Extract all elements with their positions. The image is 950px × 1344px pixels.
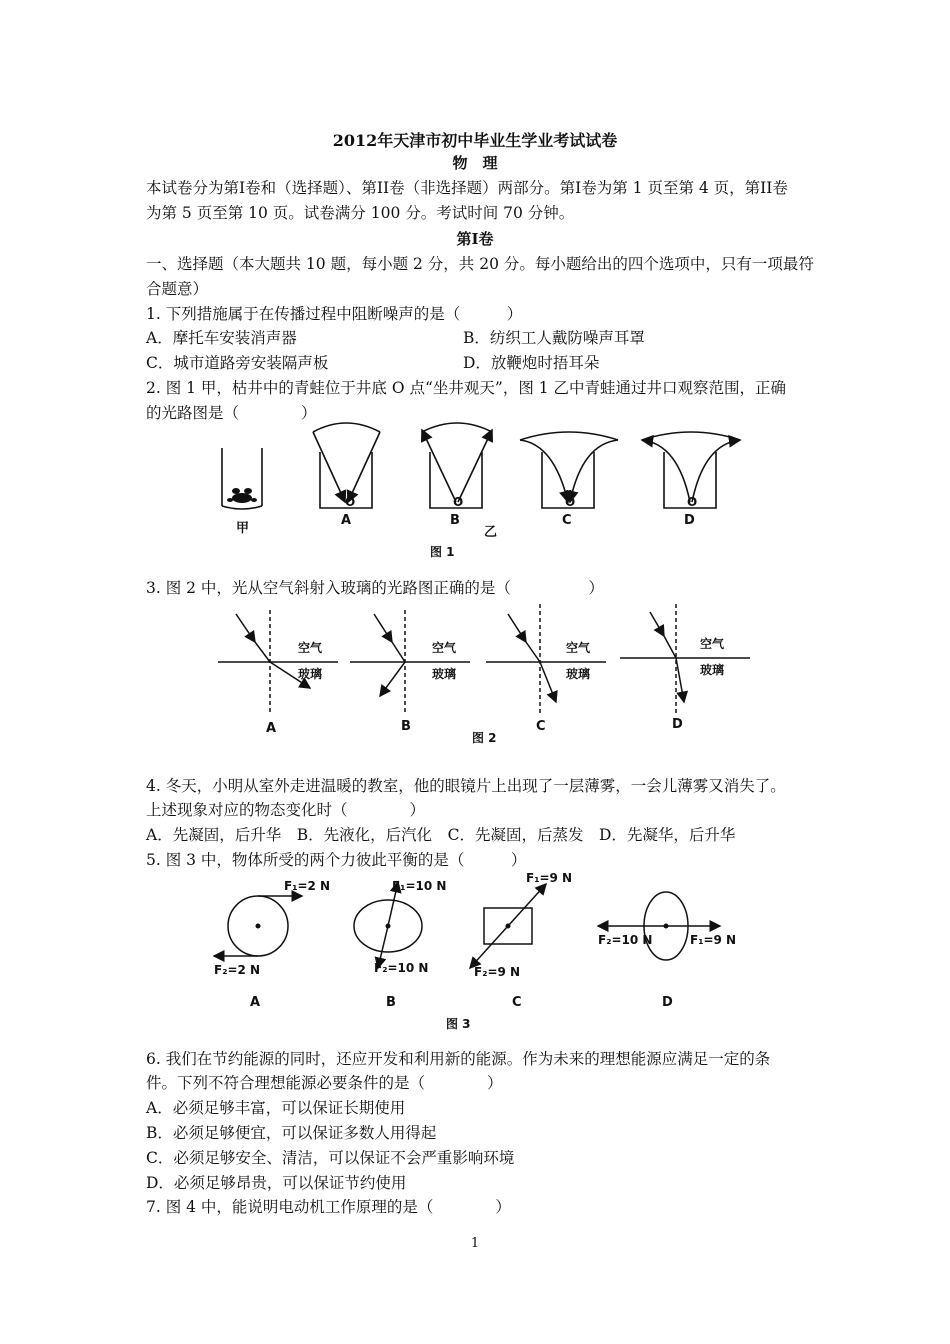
point-o-c: O — [565, 495, 576, 509]
label-d: D — [662, 995, 673, 1010]
label-b: B — [386, 995, 396, 1010]
force-diagram-d — [598, 892, 720, 960]
label-b-f1: F₁=10 N — [392, 879, 447, 893]
part1-heading-1: 一、选择题（本大题共 10 题，每小题 2 分，共 20 分。每小题给出的四个选项中，只有一项最符 — [146, 255, 814, 273]
refraction-a — [218, 610, 338, 714]
figure-3 — [200, 868, 760, 1034]
label-yi: 乙 — [484, 525, 498, 540]
point-o-a: O — [345, 495, 356, 509]
label-b: B — [401, 719, 411, 734]
q3-stem: 3. 图 2 中，光从空气斜射入玻璃的光路图正确的是（ ） — [146, 579, 604, 597]
q2-stem-1: 2. 图 1 甲，枯井中的青蛙位于井底 O 点“坐井观天”，图 1 乙中青蛙通过井口观察范围，正确 — [146, 379, 787, 397]
q4-stem-2: 上述现象对应的物态变化时（ ） — [146, 801, 426, 819]
glass-label-c: 玻璃 — [566, 667, 591, 681]
q6-option-b: B．必须足够便宜，可以保证多数人用得起 — [146, 1124, 437, 1142]
q6-option-c: C．必须足够安全、清洁，可以保证不会严重影响环境 — [146, 1149, 515, 1167]
page-title: 2012年天津市初中毕业生学业考试试卷 — [332, 131, 618, 150]
q1-option-c: C．城市道路旁安装隔声板 — [146, 354, 329, 372]
q7-stem: 7. 图 4 中，能说明电动机工作原理的是（ ） — [146, 1198, 511, 1216]
refraction-c — [486, 604, 606, 714]
q6-option-a: A．必须足够丰富，可以保证长期使用 — [146, 1099, 406, 1117]
label-a: A — [341, 513, 352, 528]
label-c: C — [536, 719, 546, 734]
q6-option-d: D．必须足够昂贵，可以保证节约使用 — [146, 1174, 407, 1192]
air-label-b: 空气 — [432, 641, 457, 655]
q1-option-a: A．摩托车安装消声器 — [146, 329, 297, 347]
q1-option-d: D．放鞭炮时捂耳朵 — [463, 354, 600, 372]
label-b-f2: F₂=10 N — [374, 961, 429, 975]
label-d-f1: F₁=9 N — [690, 933, 737, 947]
label-c: C — [562, 513, 572, 528]
q5-stem: 5. 图 3 中，物体所受的两个力彼此平衡的是（ ） — [146, 851, 527, 869]
label-d: D — [684, 513, 695, 528]
glass-label-d: 玻璃 — [700, 663, 725, 677]
q1-option-b: B．纺织工人戴防噪声耳罩 — [463, 329, 645, 347]
label-b: B — [450, 513, 460, 528]
q6-stem-1: 6. 我们在节约能源的同时，还应开发和利用新的能源。作为未来的理想能源应满足一定的条 — [146, 1050, 771, 1068]
q4-stem-1: 4. 冬天，小明从室外走进温暖的教室，他的眼镜片上出现了一层薄雾，一会儿薄雾又消失了。 — [146, 777, 786, 795]
label-a-f2: F₂=2 N — [214, 963, 261, 977]
intro-line-1: 本试卷分为第Ⅰ卷和（选择题）、第II卷（非选择题）两部分。第Ⅰ卷为第 1 页至第 4 页，第II卷 — [146, 179, 788, 197]
q2-stem-2: 的光路图是（ ） — [146, 404, 317, 422]
q6-stem-2: 件。下列不符合理想能源必要条件的是（ ） — [146, 1074, 503, 1092]
point-o-d: O — [687, 495, 698, 509]
frog-icon — [227, 488, 257, 503]
figure-2 — [210, 596, 750, 752]
part1-heading-2: 合题意） — [146, 280, 209, 298]
label-c: C — [512, 995, 522, 1010]
figure-1 — [210, 420, 750, 565]
figure-3-caption: 图 3 — [446, 1017, 471, 1031]
label-a-f1: F₁=2 N — [284, 879, 331, 893]
label-c-f2: F₂=9 N — [474, 965, 521, 979]
subject-title: 物 理 — [452, 154, 498, 172]
point-o-b: O — [453, 495, 464, 509]
figure-2-caption: 图 2 — [472, 731, 497, 745]
label-a: A — [250, 995, 261, 1010]
refraction-d — [620, 604, 750, 714]
glass-label-b: 玻璃 — [432, 667, 457, 681]
air-label-c: 空气 — [566, 641, 591, 655]
label-a: A — [266, 721, 277, 736]
q4-options: A．先凝固，后升华 B．先液化，后汽化 C．先凝固，后蒸发 D．先凝华，后升华 — [146, 826, 736, 844]
section-title: 第Ⅰ卷 — [456, 230, 494, 248]
glass-label-a: 玻璃 — [298, 667, 323, 681]
air-label-a: 空气 — [298, 641, 323, 655]
figure-1-caption: 图 1 — [430, 545, 455, 559]
air-label-d: 空气 — [700, 637, 725, 651]
q1-stem: 1. 下列措施属于在传播过程中阻断噪声的是（ ） — [146, 305, 523, 323]
intro-line-2: 为第 5 页至第 10 页。试卷满分 100 分。考试时间 70 分钟。 — [146, 204, 575, 222]
label-d: D — [672, 717, 683, 732]
label-d-f2: F₂=10 N — [598, 933, 653, 947]
label-jia: 甲 — [236, 521, 250, 536]
page-number: 1 — [470, 1236, 480, 1251]
refraction-b — [350, 610, 470, 714]
label-c-f1: F₁=9 N — [526, 871, 573, 885]
